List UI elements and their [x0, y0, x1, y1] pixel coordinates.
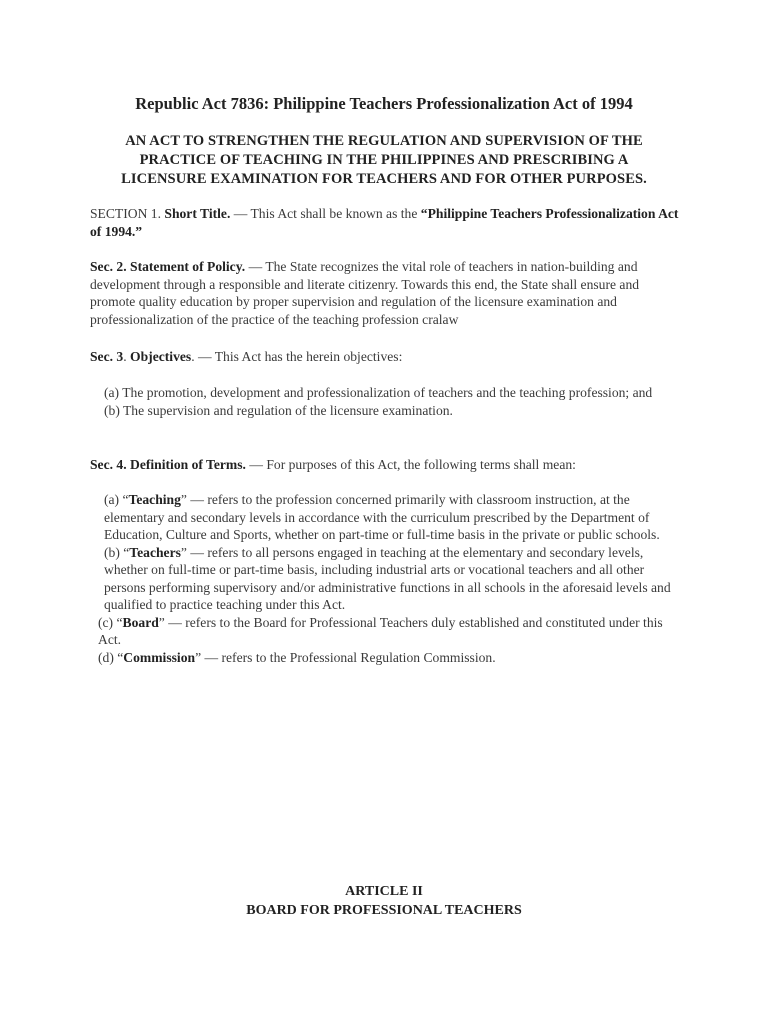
- section-4: [90, 456, 682, 474]
- definition-text: ” — refers to the Board for Professional Teachers duly established and constituted under this Act.: [98, 614, 663, 647]
- section-2-heading: Sec. 2. Statement of Policy.: [90, 259, 246, 274]
- section-3-objectives: [90, 384, 682, 419]
- definition-prefix: (c) “: [98, 614, 123, 630]
- definition-prefix: (d) “: [98, 649, 124, 665]
- definition-text: ” — refers to all persons engaged in teaching at the elementary and secondary levels, whether on full-time or part-time basis, including industrial arts or vocational teachers and all other persons performing supervisory and/or administrative functions in all schools in the aforesaid levels and qualified to practice teaching under this Act.: [104, 544, 671, 612]
- section-1-text: — This Act shall be known as the: [230, 206, 421, 221]
- document-subtitle: AN ACT TO STRENGTHEN THE REGULATION AND SUPERVISION OF THE PRACTICE OF TEACHING IN THE PHILIPPINES AND PRESCRIBING A LICENSURE EXAMINATION FOR TEACHERS AND FOR OTHER PURPOSES.: [121, 133, 647, 187]
- section-1-label: SECTION 1: [90, 206, 158, 221]
- document-title: Republic Act 7836: Philippine Teachers Professionalization Act of 1994: [135, 94, 633, 113]
- article-heading: [0, 882, 768, 920]
- section-3-heading: Objectives: [130, 349, 192, 364]
- definition-term: Teaching: [128, 492, 181, 507]
- section-2-text: — The State recognizes the vital role of teachers in nation-building and development through a responsible and literate citizenry. Towards this end, the State shall ensure and promote quality education by proper supervision and regulation of the licensure examination and professionalization of the practice of the teaching profession cralaw: [90, 259, 640, 327]
- section-3-text: . — This Act has the herein objectives:: [191, 349, 403, 364]
- section-4-heading: Sec. 4. Definition of Terms.: [90, 457, 246, 472]
- definition-item: [90, 544, 682, 614]
- section-1: SECTION 1. Short Title. — This Act shall be known as the “Philippine Teachers Professionalization Act of 1994.”: [90, 206, 679, 239]
- section-4-definitions: [90, 491, 682, 666]
- article-number: ARTICLE II: [345, 884, 423, 899]
- definition-item: [90, 614, 682, 649]
- definition-text: ” — refers to the Professional Regulation Commission.: [195, 649, 496, 665]
- section-3: Sec. 3. Objectives. — This Act has the herein objectives:: [90, 349, 403, 364]
- article-title: BOARD FOR PROFESSIONAL TEACHERS: [246, 903, 522, 918]
- section-3-label: Sec. 3: [90, 349, 124, 364]
- definition-term: Teachers: [129, 544, 181, 560]
- definition-item: [90, 649, 682, 667]
- definition-item: [90, 491, 682, 544]
- definition-term: Commission: [123, 649, 196, 665]
- definition-text: ” — refers to the profession concerned primarily with classroom instruction, at the elementary and secondary levels in accordance with the curriculum prescribed by the Department of Education, Culture and Sports, whether on part-time or full-time basis in the private or public schools.: [104, 492, 660, 542]
- definition-term: Board: [122, 614, 159, 630]
- definition-prefix: (b) “: [104, 544, 130, 560]
- objective-item: (a) The promotion, development and professionalization of teachers and the teaching profession; and: [104, 385, 653, 400]
- section-1-heading: Short Title.: [164, 206, 231, 221]
- section-2: [90, 258, 682, 328]
- objective-item: (b) The supervision and regulation of the licensure examination.: [104, 402, 453, 418]
- section-1-act-name: “Philippine Teachers Professionalization Act of 1994.”: [90, 206, 679, 239]
- definition-prefix: (a) “: [104, 492, 129, 507]
- section-4-text: — For purposes of this Act, the following terms shall mean:: [245, 457, 576, 472]
